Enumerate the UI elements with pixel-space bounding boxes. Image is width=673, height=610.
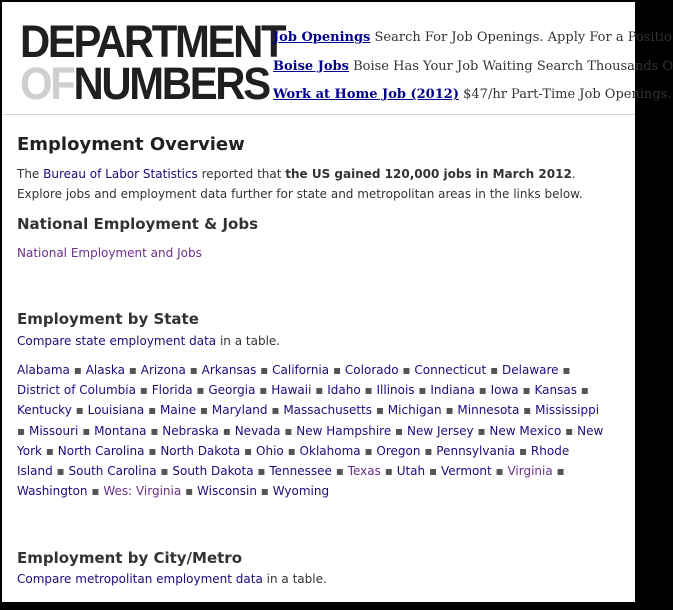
state-link[interactable]: Texas (347, 464, 381, 479)
state-separator: ▪ (139, 383, 148, 398)
state-separator: ▪ (562, 363, 571, 377)
state-link[interactable]: Michigan (387, 403, 442, 418)
state-separator: ▪ (445, 403, 454, 418)
state-link[interactable]: Idaho (327, 383, 361, 398)
state-separator: ▪ (287, 443, 296, 458)
state-link[interactable]: Utah (396, 464, 426, 479)
state-link[interactable]: California (272, 363, 330, 377)
state-separator: ▪ (375, 403, 384, 418)
main-content (17, 132, 617, 589)
bls-link[interactable]: Bureau of Labor Statistics (43, 167, 198, 181)
state-separator: ▪ (150, 423, 159, 438)
city-compare-line (17, 569, 617, 589)
state-compare-suffix: in a table. (216, 334, 281, 348)
state-separator: ▪ (384, 464, 393, 479)
compare-state-link[interactable]: Compare state employment data (17, 334, 217, 348)
state-separator: ▪ (565, 423, 574, 438)
state-compare-line (17, 331, 617, 351)
state-link[interactable]: Massachusetts (283, 403, 372, 418)
state-separator: ▪ (335, 464, 344, 479)
state-link[interactable]: District of Columbia (17, 383, 136, 398)
national-heading: National Employment & Jobs (17, 215, 259, 233)
state-separator: ▪ (189, 363, 198, 377)
state-link[interactable]: Maine (160, 403, 197, 418)
state-separator: ▪ (284, 423, 293, 438)
state-separator: ▪ (45, 443, 54, 458)
state-separator: ▪ (523, 403, 532, 418)
state-separator: ▪ (402, 363, 411, 377)
state-separator: ▪ (160, 464, 169, 479)
state-separator: ▪ (260, 363, 269, 377)
state-link[interactable]: Arizona (140, 363, 186, 377)
state-link[interactable]: Washington (17, 484, 88, 499)
state-link[interactable]: South Carolina (68, 464, 157, 479)
state-link[interactable]: Colorado (344, 363, 399, 377)
browser-page (2, 2, 673, 602)
state-link[interactable]: Nevada (234, 423, 281, 438)
national-employment-link[interactable]: National Employment and Jobs (17, 246, 202, 260)
compare-metro-link[interactable]: Compare metropolitan employment data (17, 572, 263, 587)
state-separator: ▪ (73, 363, 82, 377)
state-link[interactable]: Wes: Virginia (103, 484, 182, 499)
overview-text-post: . Explore jobs and employment data further for state and metropolitan areas in the links below. (17, 167, 583, 201)
state-link[interactable]: Illinois (376, 383, 415, 398)
state-link[interactable]: Virginia (507, 464, 553, 479)
state-separator: ▪ (148, 443, 157, 458)
state-link[interactable]: North Carolina (57, 443, 145, 458)
state-separator: ▪ (199, 403, 209, 418)
state-separator: ▪ (332, 363, 342, 377)
state-link[interactable]: Louisiana (87, 403, 145, 418)
state-link[interactable]: Nebraska (162, 423, 219, 438)
ad-item (273, 28, 672, 57)
overview-highlight: the US gained 120,000 jobs in March 2012 (285, 167, 572, 181)
state-link[interactable]: Oregon (376, 443, 421, 458)
state-separator: ▪ (244, 443, 253, 458)
overview-text-mid: reported that (197, 167, 286, 181)
state-separator: ▪ (364, 443, 373, 458)
state-heading: Employment by State (17, 310, 199, 328)
ad-link[interactable]: Work at Home Job (2012) (273, 87, 459, 102)
state-separator: ▪ (17, 423, 26, 438)
state-separator: ▪ (418, 383, 427, 398)
site-header (2, 2, 673, 115)
state-separator: ▪ (490, 363, 499, 377)
ad-text: Boise Has Your Job Waiting Search Thousands O (353, 58, 673, 74)
ad-list (273, 28, 673, 114)
state-link[interactable]: Indiana (430, 383, 475, 398)
ad-item (273, 85, 672, 114)
state-link[interactable]: Alaska (85, 363, 125, 377)
page-title: Employment Overview (17, 134, 245, 155)
state-link[interactable]: Tennessee (269, 464, 332, 479)
ad-link[interactable]: Boise Jobs (273, 58, 349, 74)
state-link[interactable]: Rhode Island (17, 443, 570, 479)
state-link[interactable]: Connecticut (414, 363, 487, 377)
state-link[interactable]: Iowa (490, 383, 519, 398)
state-separator: ▪ (196, 383, 205, 398)
state-separator: ▪ (364, 383, 373, 398)
state-link[interactable]: Arkansas (201, 363, 257, 377)
state-link[interactable]: Missouri (28, 423, 79, 438)
state-link[interactable]: Wisconsin (197, 484, 257, 499)
ad-link[interactable]: Job Openings (273, 30, 371, 45)
state-separator: ▪ (82, 423, 91, 438)
state-separator: ▪ (518, 443, 528, 458)
logo-line1: DEPARTMENT (20, 16, 285, 67)
state-link[interactable]: Ohio (256, 443, 284, 458)
city-compare-suffix: in a table. (262, 572, 327, 587)
state-link[interactable]: Minnesota (457, 403, 520, 418)
state-separator: ▪ (556, 464, 565, 479)
logo-line2 (20, 58, 269, 109)
logo-numbers: NUMBERS (73, 58, 269, 109)
state-separator: ▪ (424, 443, 433, 458)
state-link[interactable]: Oklahoma (299, 443, 361, 458)
state-link[interactable]: Vermont (440, 464, 492, 479)
state-separator: ▪ (271, 403, 280, 418)
state-separator: ▪ (477, 423, 486, 438)
state-link[interactable]: Kansas (534, 383, 577, 398)
state-link[interactable]: Mississippi (535, 403, 600, 418)
state-separator: ▪ (222, 423, 231, 438)
state-link[interactable]: New Mexico (489, 423, 562, 438)
state-link[interactable]: Delaware (502, 363, 559, 377)
state-link[interactable]: Wyoming (272, 484, 330, 499)
state-separator: ▪ (91, 484, 100, 499)
state-separator: ▪ (428, 464, 438, 479)
site-logo[interactable] (20, 16, 285, 110)
state-separator: ▪ (522, 383, 531, 398)
state-separator: ▪ (259, 383, 268, 398)
state-separator: ▪ (495, 464, 504, 479)
logo-of: OF (20, 58, 74, 109)
state-separator: ▪ (315, 383, 324, 398)
state-link-list (17, 360, 607, 501)
state-link[interactable]: New York (17, 423, 604, 458)
state-separator: ▪ (56, 464, 65, 479)
state-link[interactable]: Georgia (208, 383, 256, 398)
state-separator: ▪ (257, 464, 266, 479)
state-link[interactable]: Florida (151, 383, 193, 398)
state-link[interactable]: Pennsylvania (436, 443, 516, 458)
state-link[interactable]: Kentucky (17, 403, 72, 418)
city-heading: Employment by City/Metro (17, 549, 242, 568)
state-link[interactable]: Hawaii (271, 383, 312, 398)
state-separator: ▪ (478, 383, 487, 398)
state-link[interactable]: Montana (94, 423, 147, 438)
state-link[interactable]: Alabama (17, 363, 70, 377)
ad-text: $47/hr Part-Time Job Openings. (463, 87, 672, 102)
state-separator: ▪ (395, 423, 404, 438)
overview-paragraph (17, 164, 617, 204)
state-separator: ▪ (260, 484, 269, 499)
state-link[interactable]: New Jersey (407, 423, 474, 438)
state-separator: ▪ (148, 403, 157, 418)
ad-item (273, 57, 673, 86)
state-separator: ▪ (75, 403, 84, 418)
state-separator: ▪ (185, 484, 194, 499)
state-link[interactable]: Maryland (211, 403, 268, 418)
state-link[interactable]: South Dakota (172, 464, 254, 479)
ad-text: Search For Job Openings. Apply For a Positio (374, 30, 672, 45)
state-link[interactable]: North Dakota (160, 443, 241, 458)
overview-text-pre: The (17, 167, 44, 181)
state-link[interactable]: New Hampshire (296, 423, 392, 438)
state-separator: ▪ (128, 363, 137, 377)
state-separator: ▪ (580, 383, 589, 398)
